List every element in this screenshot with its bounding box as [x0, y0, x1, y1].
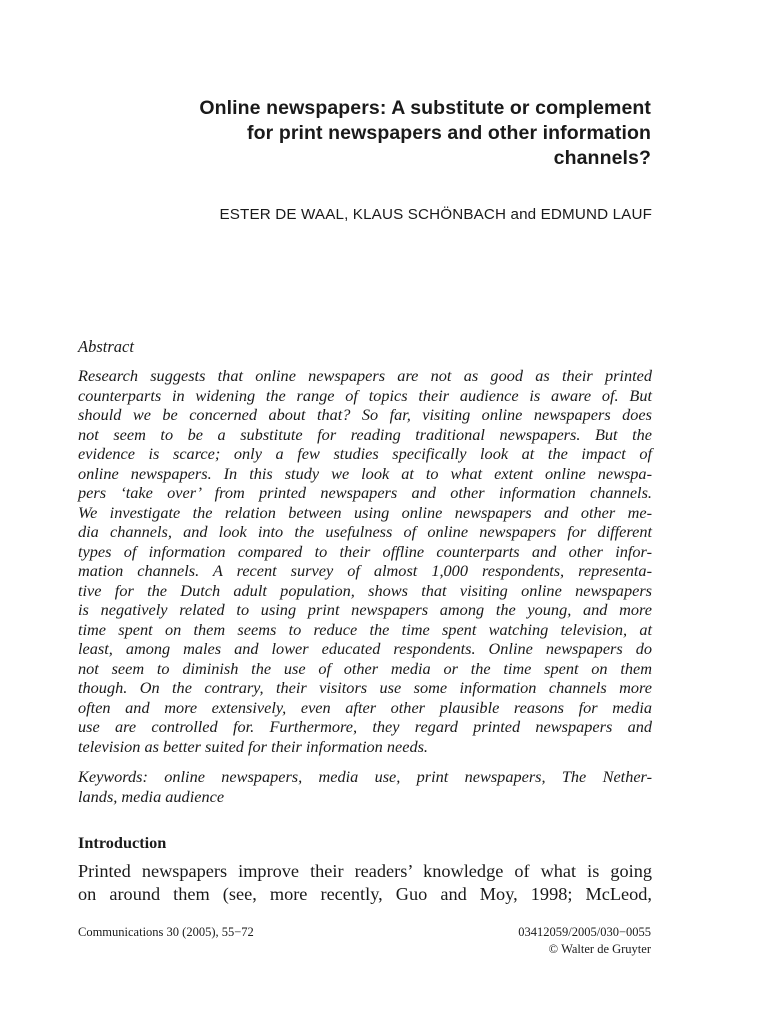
title-line: channels?	[553, 147, 651, 169]
abstract-line: should we be concerned about that? So far, visiting online newspapers does	[78, 405, 652, 424]
abstract-line: not seem to be a substitute for reading traditional newspapers. But the	[78, 424, 652, 444]
introduction-line: on around them (see, more recently, Guo and Moy, 1998; McLeod,	[78, 884, 652, 904]
abstract-line: though. On the contrary, their visitors use some information channels more	[78, 678, 652, 697]
keywords-line: Keywords: online newspapers, media use, print newspapers, The Nether-	[78, 767, 652, 786]
abstract-line: We investigate the relation between using online newspapers and other me-	[78, 502, 652, 522]
abstract-body	[78, 366, 652, 756]
article-title	[110, 96, 651, 171]
introduction-body	[78, 860, 652, 906]
section-heading-introduction: Introduction	[78, 833, 167, 852]
abstract-line: evidence is scarce; only a few studies specifically look at the impact of	[78, 444, 652, 463]
abstract-line: use are controlled for. Furthermore, they regard printed newspapers and	[78, 717, 652, 736]
abstract-heading: Abstract	[78, 337, 134, 356]
abstract-line: least, among males and lower educated respondents. Online newspapers do	[78, 639, 652, 658]
abstract-line: often and more extensively, even after other plausible reasons for media	[78, 697, 652, 717]
abstract-line: counterparts in widening the range of topics their audience is aware of. But	[78, 385, 652, 405]
copyright-notice: © Walter de Gruyter	[548, 942, 651, 956]
abstract-line: Research suggests that online newspapers are not as good as their printed	[78, 366, 652, 385]
title-line: Online newspapers: A substitute or complement	[199, 97, 651, 119]
abstract-line: online newspapers. In this study we look at to what extent online newspa-	[78, 463, 652, 483]
abstract-line: pers ‘take over’ from printed newspapers and other information channels.	[78, 483, 652, 502]
introduction-line: Printed newspapers improve their readers’ knowledge of what is going	[78, 861, 652, 881]
abstract-line: time spent on them seems to reduce the time spent watching television, at	[78, 619, 652, 639]
abstract-line: not seem to diminish the use of other media or the time spent on them	[78, 658, 652, 678]
abstract-line: tive for the Dutch adult population, shows that visiting online newspapers	[78, 580, 652, 600]
abstract-line: mation channels. A recent survey of almost 1,000 respondents, representa-	[78, 561, 652, 580]
keywords-block	[78, 767, 652, 806]
keywords-line: lands, media audience	[78, 786, 225, 806]
title-line: for print newspapers and other information	[247, 122, 651, 144]
publication-info	[452, 924, 651, 958]
journal-citation: Communications 30 (2005), 55−72	[78, 925, 254, 939]
abstract-line: types of information compared to their offline counterparts and other infor-	[78, 541, 652, 561]
issn-code: 03412059/2005/030−0055	[518, 925, 651, 939]
abstract-line: dia channels, and look into the usefulness of online newspapers for different	[78, 522, 652, 541]
abstract-line: is negatively related to using print newspapers among the young, and more	[78, 600, 652, 619]
abstract-line: television as better suited for their information needs.	[78, 736, 429, 756]
author-list: ESTER DE WAAL, KLAUS SCHÖNBACH and EDMUND LAUF	[219, 206, 652, 223]
